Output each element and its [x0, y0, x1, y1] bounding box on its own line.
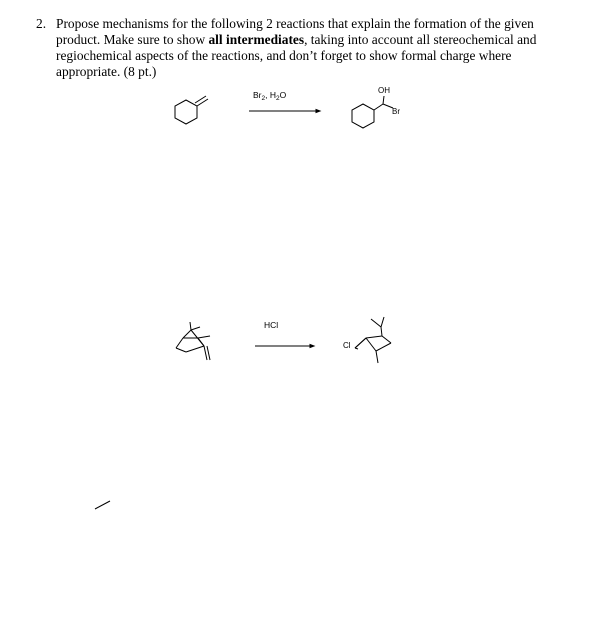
reaction-arrow-2: [255, 345, 314, 348]
product-1-bromohydrin: [352, 96, 393, 128]
reactant-2-bicyclic-alkene: [176, 322, 210, 360]
question-text-part-1: Propose mechanisms for the following 2 reactions that explain the formation of the given product. Make sure to show: [56, 16, 534, 47]
question-text-part-3: , taking into account all stereochemical and regiochemical aspects of the reactions, and don’t forget to show formal charge where appropriate. (8 pt.): [56, 32, 537, 79]
reaction-arrow-1: [249, 110, 320, 113]
product-1-oh-label: OH: [378, 86, 390, 95]
reagent-1: $Br_2$, $H_2O$: [253, 90, 287, 102]
question-text-emphasis: all intermediates: [208, 32, 305, 47]
product-2-cl-label: Cl: [343, 341, 351, 350]
product-2-rearranged-chloride: [355, 317, 391, 363]
product-1-br-label: Br: [392, 107, 400, 116]
stray-mark: [95, 501, 110, 509]
question-number: 2.: [36, 16, 47, 31]
reactant-1-methylenecyclohexane: [175, 96, 208, 124]
reagent-2: HCl: [264, 320, 279, 330]
